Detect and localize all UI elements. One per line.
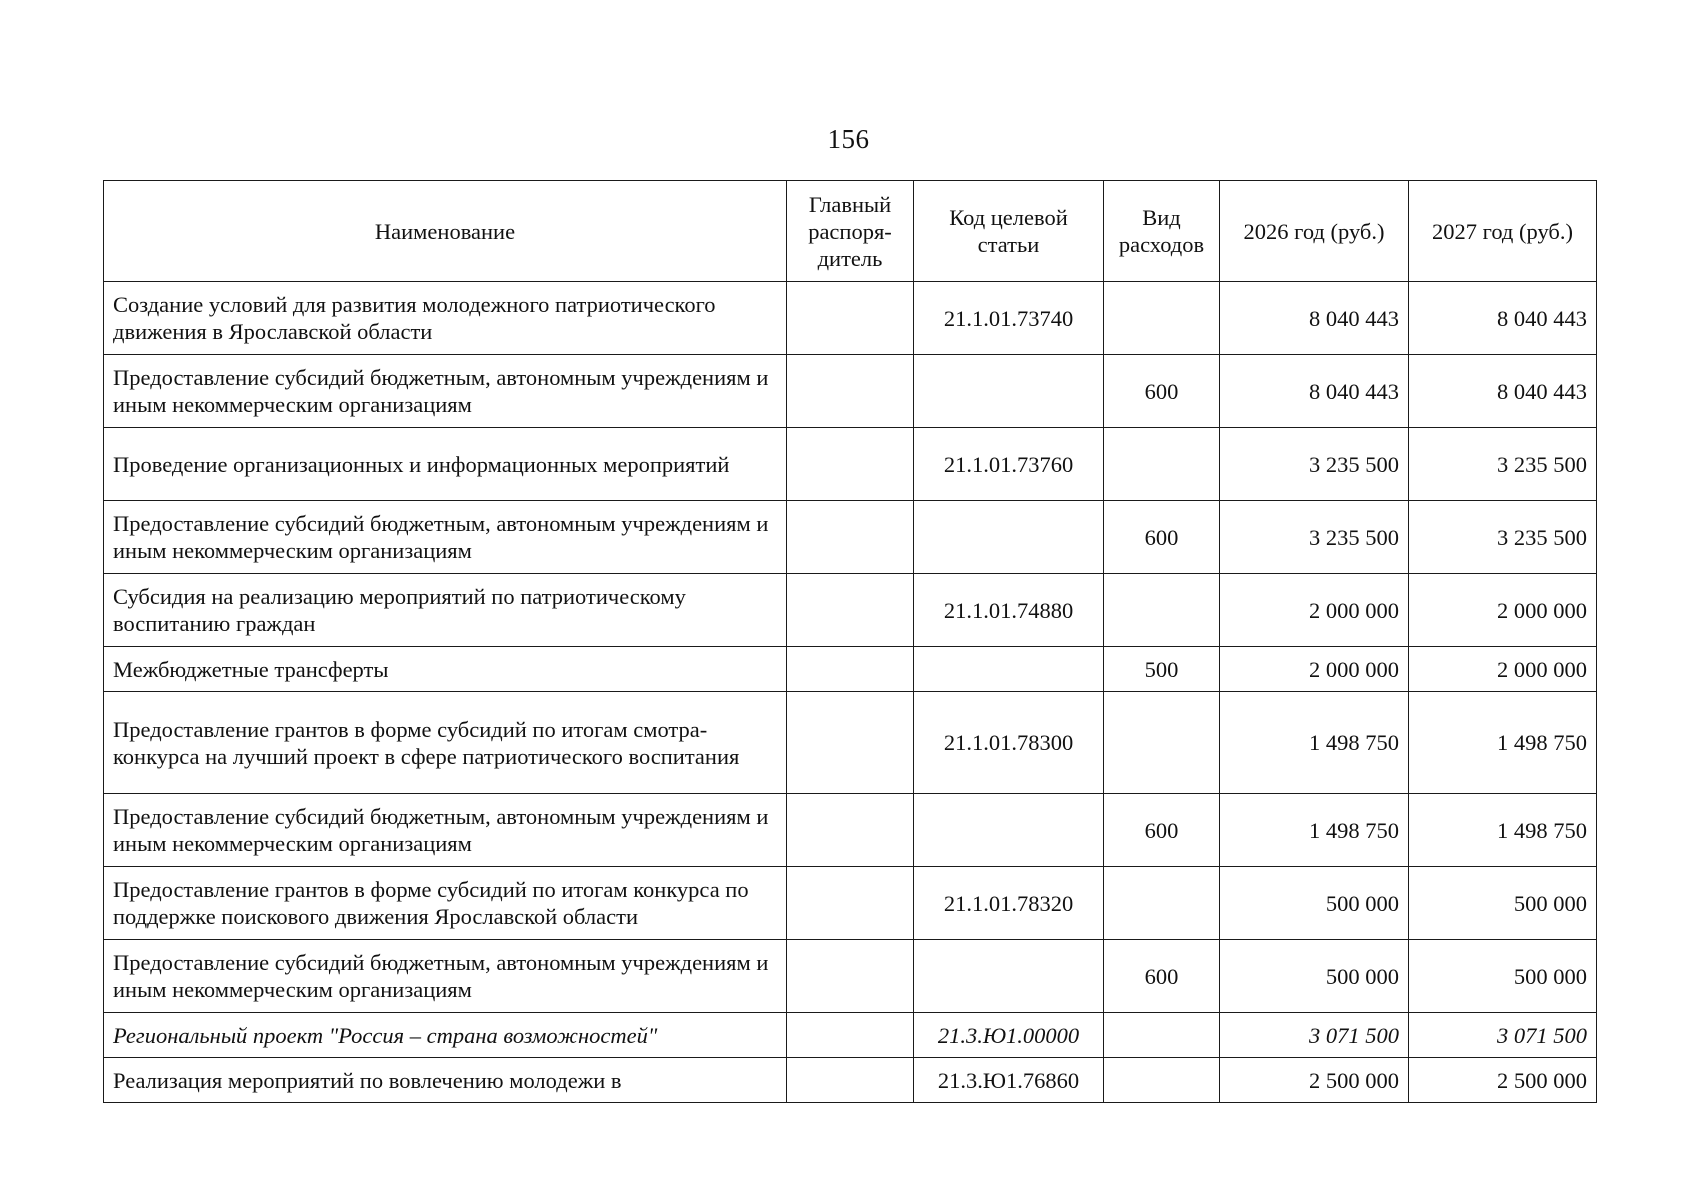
table-row xyxy=(104,355,1597,428)
cell-y2026: 1 498 750 xyxy=(1220,692,1409,794)
cell-type xyxy=(1104,282,1220,355)
cell-admin xyxy=(787,794,914,867)
cell-y2027: 2 500 000 xyxy=(1409,1058,1597,1103)
cell-admin xyxy=(787,282,914,355)
table-body xyxy=(104,282,1597,1103)
cell-type: 600 xyxy=(1104,355,1220,428)
cell-admin xyxy=(787,647,914,692)
cell-name: Межбюджетные трансферты xyxy=(104,647,787,692)
cell-y2027: 3 235 500 xyxy=(1409,501,1597,574)
table-row xyxy=(104,692,1597,794)
cell-admin xyxy=(787,1058,914,1103)
cell-admin xyxy=(787,355,914,428)
cell-name: Региональный проект "Россия – страна возможностей" xyxy=(104,1013,787,1058)
cell-name: Субсидия на реализацию мероприятий по патриотическому воспитанию граждан xyxy=(104,574,787,647)
header-type: Вид расходов xyxy=(1104,181,1220,282)
table-row xyxy=(104,940,1597,1013)
cell-type: 600 xyxy=(1104,940,1220,1013)
header-admin: Главный распоря-дитель xyxy=(787,181,914,282)
header-code: Код целевой статьи xyxy=(914,181,1104,282)
table-row xyxy=(104,428,1597,501)
cell-admin xyxy=(787,428,914,501)
cell-name: Предоставление субсидий бюджетным, автономным учреждениям и иным некоммерческим организациям xyxy=(104,501,787,574)
cell-code: 21.1.01.78320 xyxy=(914,867,1104,940)
cell-name: Предоставление грантов в форме субсидий по итогам конкурса по поддержке поискового движения Ярославской области xyxy=(104,867,787,940)
cell-code: 21.1.01.78300 xyxy=(914,692,1104,794)
cell-type xyxy=(1104,1013,1220,1058)
cell-code: 21.3.Ю1.76860 xyxy=(914,1058,1104,1103)
cell-y2026: 8 040 443 xyxy=(1220,355,1409,428)
header-y2027: 2027 год (руб.) xyxy=(1409,181,1597,282)
table-row xyxy=(104,282,1597,355)
cell-code xyxy=(914,501,1104,574)
cell-type xyxy=(1104,692,1220,794)
cell-admin xyxy=(787,501,914,574)
cell-name: Предоставление субсидий бюджетным, автономным учреждениям и иным некоммерческим организациям xyxy=(104,355,787,428)
cell-type xyxy=(1104,428,1220,501)
cell-y2026: 3 235 500 xyxy=(1220,501,1409,574)
cell-y2027: 3 235 500 xyxy=(1409,428,1597,501)
cell-y2027: 500 000 xyxy=(1409,867,1597,940)
cell-admin xyxy=(787,574,914,647)
cell-code xyxy=(914,355,1104,428)
cell-code: 21.1.01.74880 xyxy=(914,574,1104,647)
cell-name: Предоставление субсидий бюджетным, автономным учреждениям и иным некоммерческим организациям xyxy=(104,794,787,867)
cell-y2027: 3 071 500 xyxy=(1409,1013,1597,1058)
table-row xyxy=(104,647,1597,692)
table-row xyxy=(104,867,1597,940)
table-row xyxy=(104,1013,1597,1058)
cell-y2026: 3 235 500 xyxy=(1220,428,1409,501)
table-row xyxy=(104,794,1597,867)
cell-y2027: 1 498 750 xyxy=(1409,692,1597,794)
cell-y2026: 3 071 500 xyxy=(1220,1013,1409,1058)
table-header-row xyxy=(104,181,1597,282)
cell-y2027: 8 040 443 xyxy=(1409,282,1597,355)
cell-code xyxy=(914,647,1104,692)
cell-y2027: 500 000 xyxy=(1409,940,1597,1013)
cell-name: Предоставление грантов в форме субсидий по итогам смотра-конкурса на лучший проект в сфере патриотического воспитания xyxy=(104,692,787,794)
cell-name: Реализация мероприятий по вовлечению молодежи в xyxy=(104,1058,787,1103)
table-row xyxy=(104,501,1597,574)
cell-y2026: 500 000 xyxy=(1220,867,1409,940)
cell-admin xyxy=(787,867,914,940)
cell-code: 21.3.Ю1.00000 xyxy=(914,1013,1104,1058)
header-name: Наименование xyxy=(104,181,787,282)
cell-y2026: 1 498 750 xyxy=(1220,794,1409,867)
cell-admin xyxy=(787,940,914,1013)
cell-code: 21.1.01.73760 xyxy=(914,428,1104,501)
cell-admin xyxy=(787,692,914,794)
page-number: 156 xyxy=(827,124,870,154)
cell-type xyxy=(1104,574,1220,647)
cell-name: Создание условий для развития молодежного патриотического движения в Ярославской области xyxy=(104,282,787,355)
cell-name: Предоставление субсидий бюджетным, автономным учреждениям и иным некоммерческим организациям xyxy=(104,940,787,1013)
cell-y2027: 2 000 000 xyxy=(1409,647,1597,692)
cell-y2026: 8 040 443 xyxy=(1220,282,1409,355)
cell-y2026: 2 000 000 xyxy=(1220,574,1409,647)
cell-y2026: 2 500 000 xyxy=(1220,1058,1409,1103)
cell-type xyxy=(1104,1058,1220,1103)
cell-code xyxy=(914,794,1104,867)
cell-y2027: 1 498 750 xyxy=(1409,794,1597,867)
budget-table xyxy=(103,180,1597,1103)
cell-type xyxy=(1104,867,1220,940)
cell-admin xyxy=(787,1013,914,1058)
cell-y2026: 500 000 xyxy=(1220,940,1409,1013)
table-row xyxy=(104,1058,1597,1103)
cell-type: 600 xyxy=(1104,794,1220,867)
table-row xyxy=(104,574,1597,647)
cell-type: 600 xyxy=(1104,501,1220,574)
cell-y2027: 8 040 443 xyxy=(1409,355,1597,428)
cell-type: 500 xyxy=(1104,647,1220,692)
cell-code xyxy=(914,940,1104,1013)
header-y2026: 2026 год (руб.) xyxy=(1220,181,1409,282)
cell-code: 21.1.01.73740 xyxy=(914,282,1104,355)
cell-y2026: 2 000 000 xyxy=(1220,647,1409,692)
cell-name: Проведение организационных и информационных мероприятий xyxy=(104,428,787,501)
cell-y2027: 2 000 000 xyxy=(1409,574,1597,647)
